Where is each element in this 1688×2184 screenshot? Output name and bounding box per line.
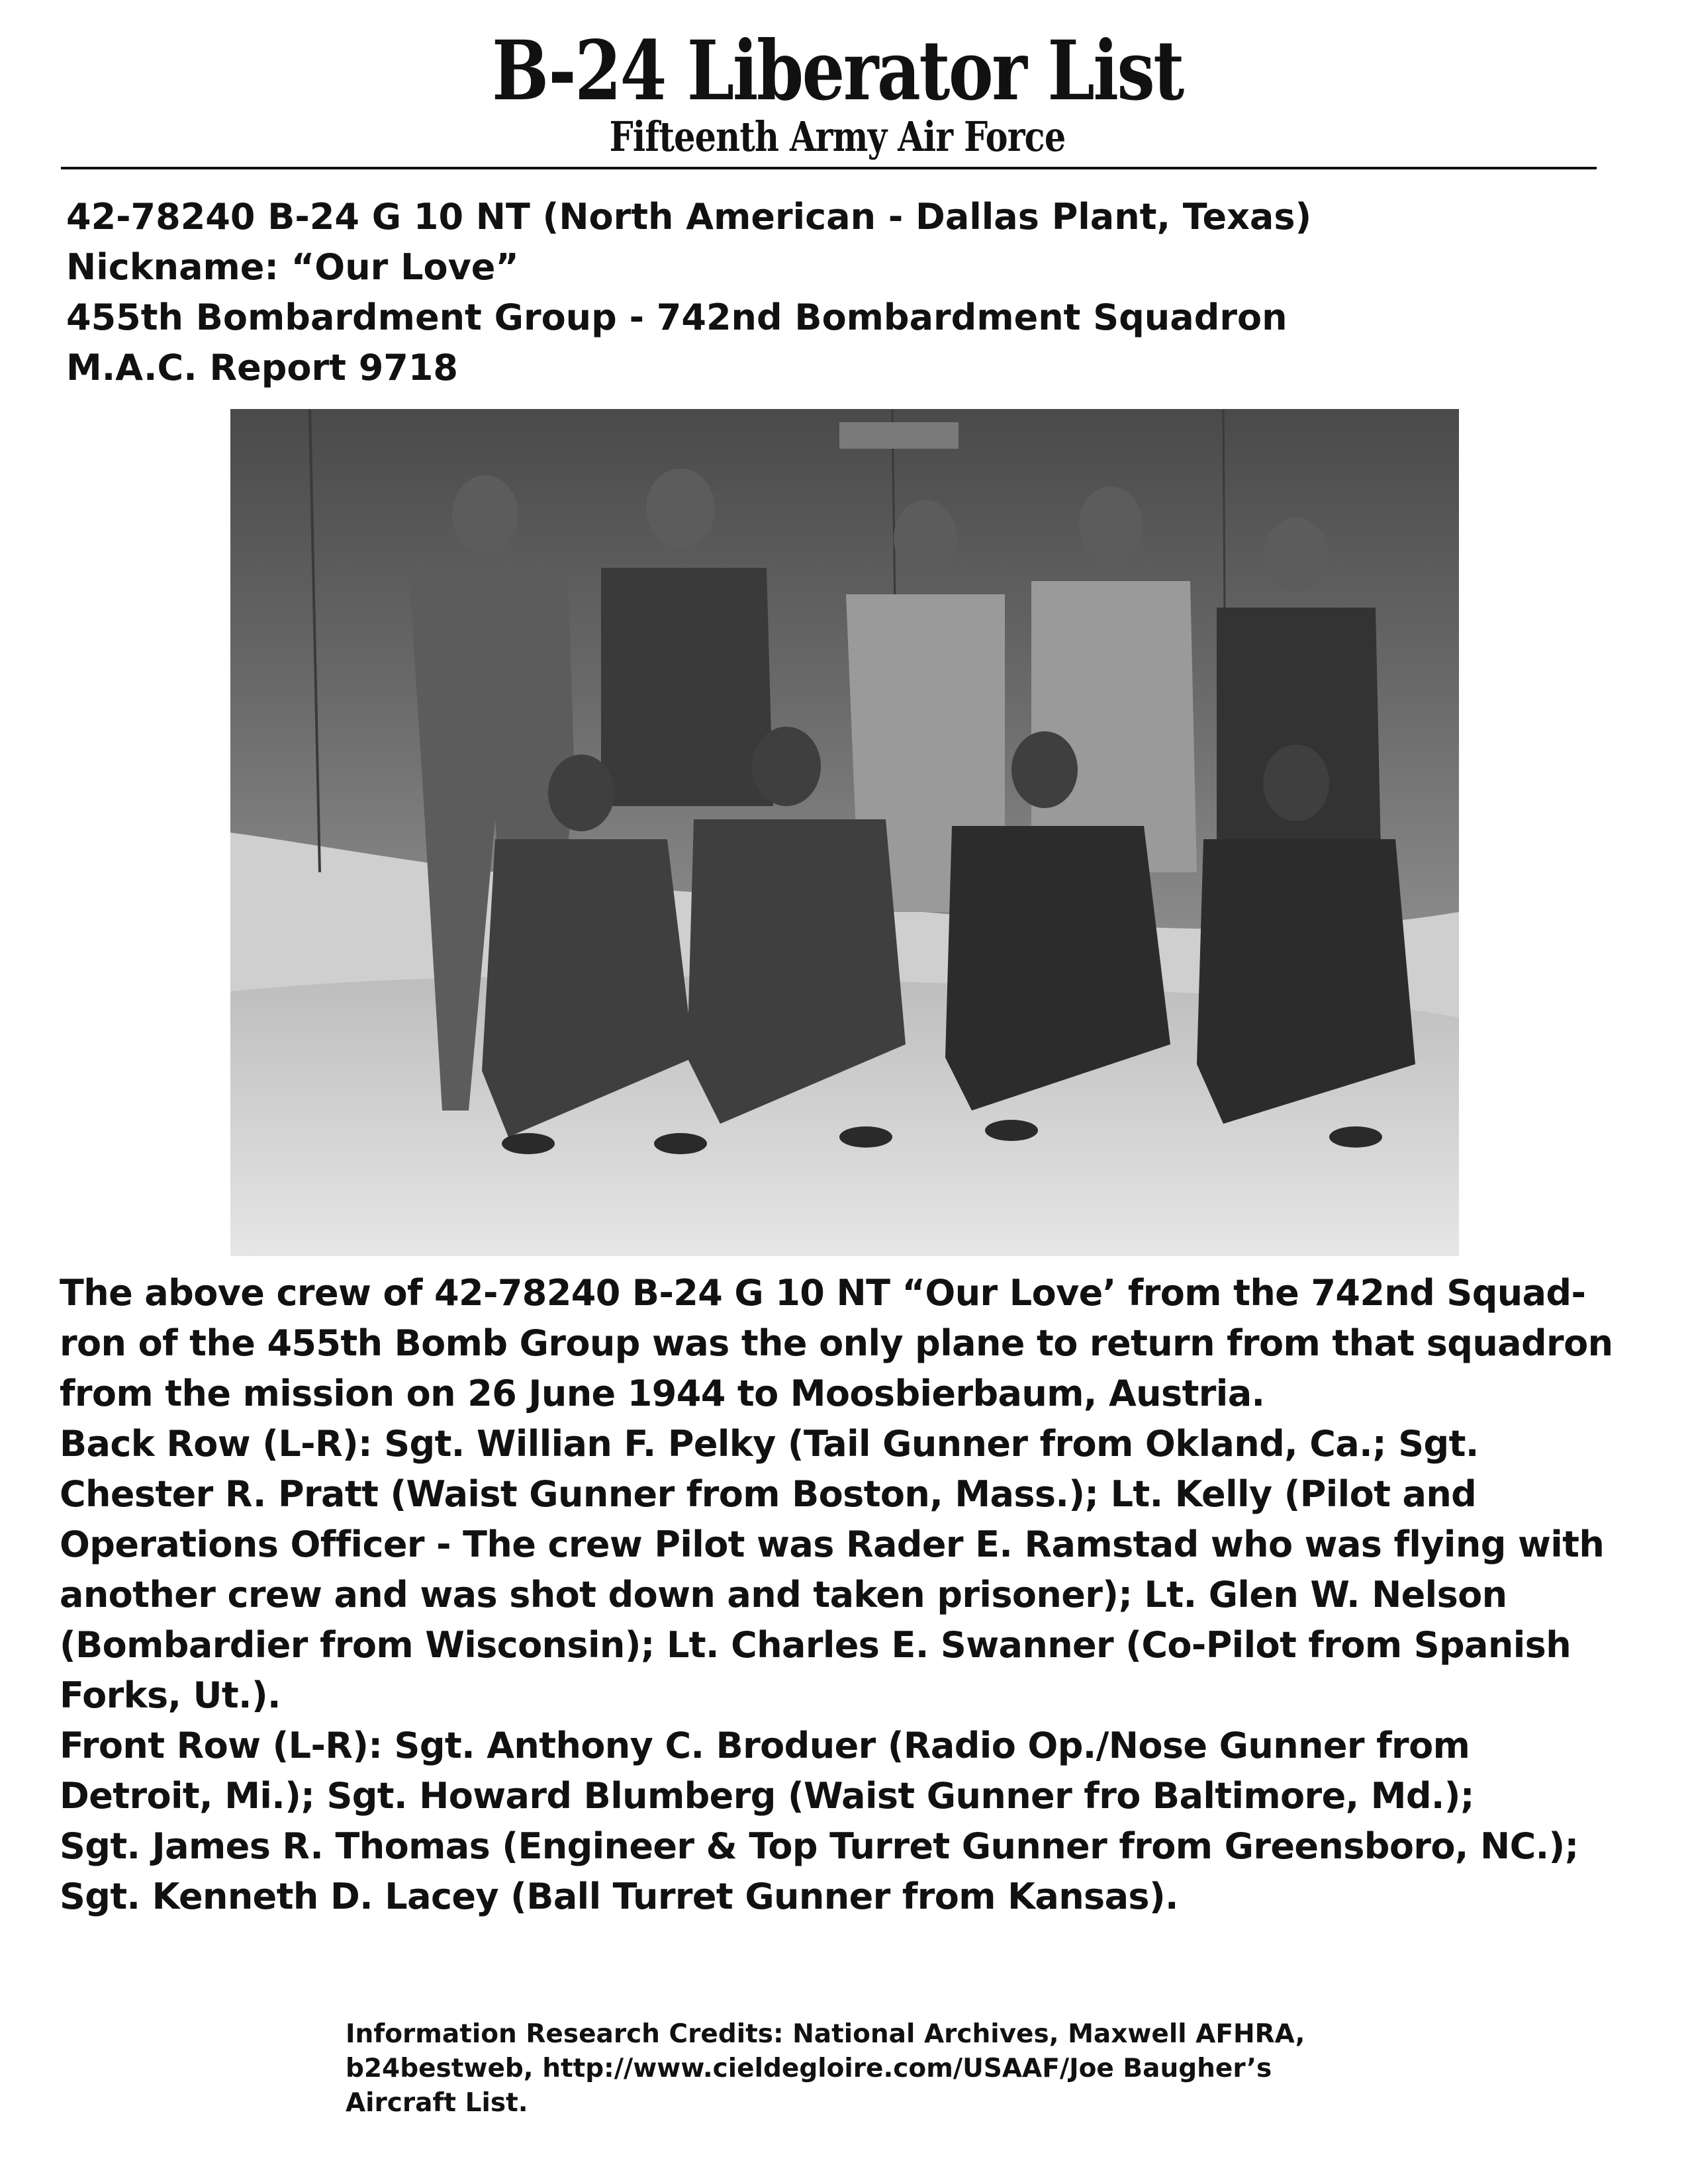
page-title: B-24 Liberator List bbox=[492, 23, 1183, 119]
research-credits bbox=[346, 2017, 1405, 2120]
description-line: (Bombardier from Wisconsin); Lt. Charles E. Swanner (Co-Pilot from Spanish bbox=[60, 1624, 1571, 1666]
description-line: Chester R. Pratt (Waist Gunner from Boston, Mass.); Lt. Kelly (Pilot and bbox=[60, 1473, 1477, 1515]
credit-line: Aircraft List. bbox=[346, 2088, 528, 2118]
credit-line: Information Research Credits: National Archives, Maxwell AFHRA, bbox=[346, 2019, 1305, 2049]
aircraft-serial-line: 42-78240 B-24 G 10 NT (North American - Dallas Plant, Texas) bbox=[66, 196, 1312, 238]
credit-line: b24bestweb, http://www.cieldegloire.com/USAAF/Joe Baugher’s bbox=[346, 2054, 1272, 2083]
description-line: Front Row (L-R): Sgt. Anthony C. Broduer (Radio Op./Nose Gunner from bbox=[60, 1725, 1470, 1766]
description-line: Operations Officer - The crew Pilot was Rader E. Ramstad who was flying with bbox=[60, 1524, 1605, 1565]
description-line: The above crew of 42-78240 B-24 G 10 NT “Our Love’ from the 742nd Squad- bbox=[60, 1272, 1586, 1314]
description-line: Sgt. James R. Thomas (Engineer & Top Turret Gunner from Greensboro, NC.); bbox=[60, 1825, 1579, 1867]
aircraft-nickname-line: Nickname: “Our Love” bbox=[66, 246, 519, 288]
description-line: Back Row (L-R): Sgt. Willian F. Pelky (Tail Gunner from Okland, Ca.; Sgt. bbox=[60, 1423, 1479, 1465]
aircraft-report-line: M.A.C. Report 9718 bbox=[66, 347, 458, 388]
title-divider bbox=[61, 167, 1597, 169]
description-line: Forks, Ut.). bbox=[60, 1674, 281, 1716]
description-line: from the mission on 26 June 1944 to Moosbierbaum, Austria. bbox=[60, 1373, 1265, 1414]
description-line: another crew and was shot down and taken prisoner); Lt. Glen W. Nelson bbox=[60, 1574, 1507, 1615]
description-line: ron of the 455th Bomb Group was the only plane to return from that squadron bbox=[60, 1322, 1613, 1364]
description-line: Sgt. Kenneth D. Lacey (Ball Turret Gunner from Kansas). bbox=[60, 1876, 1178, 1917]
aircraft-unit-line: 455th Bombardment Group - 742nd Bombardment Squadron bbox=[66, 296, 1288, 338]
description-line: Detroit, Mi.); Sgt. Howard Blumberg (Waist Gunner fro Baltimore, Md.); bbox=[60, 1775, 1474, 1817]
page-subtitle: Fifteenth Army Air Force bbox=[609, 113, 1066, 161]
crew-photo-icon bbox=[230, 409, 1459, 1256]
crew-description bbox=[60, 1268, 1675, 1922]
